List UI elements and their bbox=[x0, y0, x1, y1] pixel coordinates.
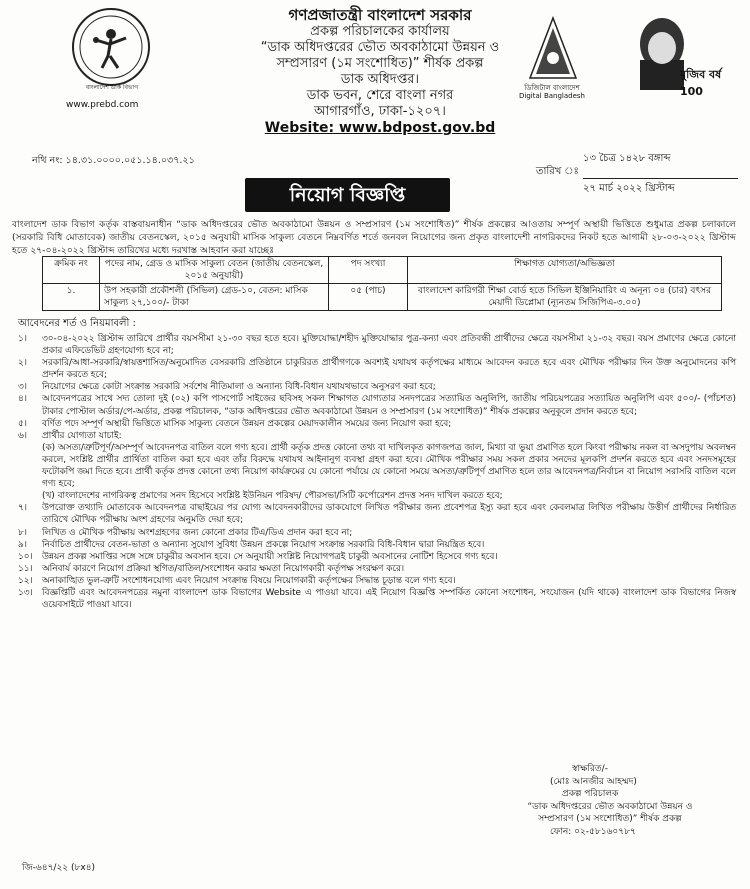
office-name: প্রকল্প পরিচালকের কার্যালয় bbox=[310, 24, 450, 39]
website-link[interactable]: Website: www.bdpost.gov.bd bbox=[264, 120, 496, 136]
item-number: ১১। bbox=[18, 563, 33, 574]
col-qualification: শিক্ষাগত যোগ্যতা/অভিজ্ঞতা bbox=[408, 257, 722, 284]
item-number: ৬। bbox=[18, 430, 27, 441]
address-line-1: ডাক ভবন, শেরে বাংলা নগর bbox=[306, 88, 454, 103]
intro-paragraph: বাংলাদেশ ডাক বিভাগ কর্তৃক বাস্তবায়নাধীন “ডাক অধিদপ্তরের ভৌত অবকাঠামো উন্নয়ন ও সম্প্রসারণ (১ম সংশোধিত)” শীর্ষক প্রকল্পের আওতায় সম্পূর্ণ অস্থায়ী ভিত্তিতে শুধুমাত্র প্রকল্প চলাকালে (সরকারি বিধি মোতাবেক) জাতীয় বেতনস্কেল, ২০১৫ অনুযায়ী মাসিক সাকুল্য বেতনে নিম্নবর্ণিত শর্তে জনবল নিয়োগের জন্য প্রকৃত বাংলাদেশী নাগরিকদের নিকট হতে আগামী ২৮-০৩-২০২২ খ্রিস্টাব্দ হতে ২৭-০৪-২০২২ খ্রিস্টাব্দ তারিখের মধ্যে দরখাস্ত আহবান করা যাচ্ছেঃ bbox=[12, 219, 736, 256]
signature-block bbox=[480, 763, 740, 838]
project-line-2: সম্প্রসারণ (১ম সংশোধিত)” শীর্ষক প্রকল্প bbox=[276, 56, 484, 71]
signed-label: স্বাক্ষরিত/- bbox=[572, 764, 608, 774]
watermark-site: www.prebd.com bbox=[66, 100, 139, 110]
date-english: ২৭ মার্চ ২০২২ খ্রিস্টাব্দ bbox=[583, 178, 738, 198]
letterhead bbox=[0, 0, 750, 140]
sub-condition-ka: (ক) অসত্য/ত্রুটিপূর্ণ/অসম্পূর্ণ আবেদনপত্র বাতিল বলে গণ্য হবে। প্রার্থী কর্তৃক প্রদত্ত কোনো তথ্য বা দাখিলকৃত কাগজপত্র জাল, মিথ্যা বা ভুয়া প্রমাণিত হলে কিংবা পরীক্ষায় নকল বা অসদুপায় অবলম্বন করলে, সংশ্লিষ্ট প্রার্থীর প্রার্থিতা বাতিল করা হবে এবং তাঁর বিরুদ্ধে যথাযথ আইনানুগ ব্যবস্থা গ্রহণ করা হবে। মৌখিক পরীক্ষার সময় সকল প্রকার সনদের মূলকপি প্রদর্শন করতে হবে এবং সনদসমূহের ফটোকপি জমা দিতে হবে। প্রার্থী কর্তৃক প্রদত্ত কোনো তথ্য নিয়োগ কার্যক্রমের যে কোনো পর্যায়ে যে কোনো সময়ে অসত্য/ত্রুটিপূর্ণ প্রমাণিত হলে তার আবেদনপত্র/নির্বাচন বা নিয়োগ সরাসরি বাতিল বলে গণ্য হবে; bbox=[42, 442, 736, 490]
mujib-borsho-logo-icon bbox=[622, 10, 732, 96]
digital-bangladesh-caption bbox=[512, 84, 592, 100]
item-text: অনাকাঙ্খিত ভুল-ত্রুটি সংশোধনযোগ্য এবং নিয়োগ সংক্রান্ত বিষয়ে নিয়োগকারী কর্তৃপক্ষের সিদ্ধান্ত চূড়ান্ত বলে গণ্য হবে। bbox=[42, 575, 456, 586]
list-item bbox=[18, 502, 736, 526]
cell-post: উপ সহকারী প্রকৌশলী (সিভিল) গ্রেড-১০, বেতন: মাসিক সাকুল্য ২৭,১০০/- টাকা bbox=[100, 284, 329, 311]
cell-qualification: বাংলাদেশ কারিগরী শিক্ষা বোর্ড হতে সিভিল ইঞ্জিনিয়ারিং এ অনূন্য ০৪ (চার) বৎসর মেয়াদী ডিপ্লোমা (ন্যূনতম সিজিপিএ-৩.০০) bbox=[408, 284, 722, 311]
list-item bbox=[18, 393, 736, 417]
sub-condition-kha: (খ) বাংলাদেশের নাগরিকত্ব প্রমাণের সনদ হিসেবে সংশ্লিষ্ট ইউনিয়ন পরিষদ/ পৌরসভা/সিটি কর্পোরেশন প্রদত্ত সনদ দাখিল করতে হবে; bbox=[42, 491, 503, 502]
project-line-1: “ডাক অধিদপ্তরের ভৌত অবকাঠামো উন্নয়ন ও bbox=[260, 40, 500, 55]
logo-caption: বাংলাদেশ ডাক বিভাগ bbox=[85, 84, 139, 91]
letterhead-text bbox=[195, 6, 565, 137]
posts-table bbox=[42, 256, 722, 311]
item-number: ৯। bbox=[18, 539, 27, 550]
table-row bbox=[43, 284, 722, 311]
list-item bbox=[18, 587, 736, 611]
item-number: ১০। bbox=[18, 551, 33, 562]
item-text: বিজ্ঞপ্তিটি এবং আবেদনপত্রের নমুনা বাংলাদেশ ডাক বিভাগের Website এ পাওয়া যাবে। এই নিয়োগ বিজ্ঞপ্তি সম্পর্কিত কোনো সংশোধন, সংযোজন (যদি থাকে) বাংলাদেশ ডাক বিভাগের নিজস্ব ওয়েবসাইটে পাওয়া যাবে। bbox=[42, 587, 736, 611]
signatory-phone: ফোন: ০২-৫৮১৬০৭৮৭ bbox=[550, 826, 636, 837]
address-line-2: আগারগাঁও, ঢাকা-১২০৭। bbox=[314, 104, 446, 119]
item-text: প্রার্থীর যোগ্যতা যাচাই: bbox=[42, 430, 122, 441]
mujib-borsho-text: মুজিব বর্ষ 100 bbox=[680, 68, 722, 98]
date-label: তারিখ ঃ bbox=[536, 166, 579, 177]
publication-code: জি-৬৪৭/২২ (৮x৪) bbox=[22, 863, 96, 873]
list-item bbox=[18, 381, 736, 393]
cell-serial: ১. bbox=[43, 284, 100, 311]
item-text: নির্বাচিত প্রার্থীদের বেতন-ভাতা ও অন্যান্য সুযোগ সুবিধা উন্নয়ন প্রকল্পে নিয়োগ সংক্রান্ত সরকারি বিধি-বিধান দ্বারা নিয়ন্ত্রিত হবে। bbox=[42, 539, 485, 550]
signatory-name: (মোঃ আনজীর আহম্মদ) bbox=[550, 776, 637, 787]
item-text: উপরোক্ত তথ্যাদি মোতাবেক আবেদনপত্র বাছাইয়ের পর যোগ্য আবেদনকারীদের ডাকযোগে লিখিত পরীক্ষার জন্য প্রবেশপত্র ইস্যু করা হবে এবং কেবলমাত্র লিখিত পরীক্ষায় উত্তীর্ণ প্রার্থীদের নির্ধারিত তারিখে মৌখিক পরীক্ষায় অংশ গ্রহণের অনুমতি দেয়া হবে; bbox=[42, 503, 736, 526]
list-item bbox=[18, 563, 736, 575]
item-number: ৩। bbox=[18, 382, 27, 393]
digital-caption-bn: ডিজিটাল বাংলাদেশ bbox=[524, 84, 580, 92]
item-text: বর্ণিত পদে সম্পূর্ণ অস্থায়ী ভিত্তিতে মাসিক সাকুল্য বেতনে উন্নয়ন প্রকল্পের মেয়াদকালীন সময়ের জন্য নিয়োগ করা হবে; bbox=[42, 418, 452, 429]
signature-project-line-1: “ডাক অধিদপ্তরের ভৌত অবকাঠামো উন্নয়ন ও bbox=[527, 801, 693, 812]
cell-count: ০৫ (পাচ) bbox=[329, 284, 408, 311]
item-number: ২। bbox=[18, 358, 27, 369]
list-item bbox=[18, 575, 736, 587]
list-item bbox=[18, 551, 736, 563]
item-number: ১৩। bbox=[18, 587, 33, 598]
list-item bbox=[18, 357, 736, 381]
date-bangla: ১৩ চৈত্র ১৪২৮ বঙ্গাব্দ bbox=[583, 153, 671, 164]
item-number: ৭। bbox=[18, 503, 27, 514]
item-text: ৩০-০৪-২০২২ খ্রিস্টাব্দ তারিখে প্রার্থীর বয়সসীমা ২১-৩০ বছর হতে হবে। মুক্তিযোদ্ধা/শহীদ মুক্তিযোদ্ধার পুত্র-কন্যা এবং প্রতিবন্ধী প্রার্থীদের ক্ষেত্রে বয়সসীমা ২১-৩২ বছর। বয়স প্রমাণের ক্ষেত্রে কোনো প্রকার এফিডেভিট গ্রহণযোগ্য হবে না; bbox=[42, 334, 736, 357]
item-number: ৫। bbox=[18, 418, 27, 429]
digital-caption-en: Digital Bangladesh bbox=[519, 92, 585, 100]
list-item bbox=[18, 430, 736, 442]
item-number: ১। bbox=[18, 334, 27, 344]
item-text: নিয়োগের ক্ষেত্রে কোটা সংক্রান্ত সরকারি সর্বশেষ নীতিমালা ও অন্যান্য বিধি-বিধান যথাযথভাবে অনুসরণ করা হবে; bbox=[42, 382, 436, 393]
item-text: আবেদনপত্রের সাথে সদ্য তোলা দুই (০২) কপি পাসপোর্ট সাইজের ছবিসহ সকল শিক্ষাগত যোগ্যতার সনদপত্রের সত্যায়িত অনুলিপি, জাতীয় পরিচয়পত্রের সত্যায়িত অনুলিপি এবং ৫০০/- (পাঁচশত) টাকার পোস্টাল অর্ডার/পে-অর্ডার, প্রকল্প পরিচালক, “ডাক অধিদপ্তরের ভৌত অবকাঠামো উন্নয়ন ও সম্প্রসারণ (১ম সংশোধিত)” শীর্ষক প্রকল্পের অনুকূলে প্রদান করতে হবে; bbox=[42, 394, 736, 417]
col-post: পদের নাম, গ্রেড ও মাসিক সাকুল্য বেতন (জাতীয় বেতনস্কেল, ২০১৫ অনুযায়ী) bbox=[100, 257, 329, 284]
list-item bbox=[18, 418, 736, 430]
item-text: অনিবার্য কারণে নিয়োগ প্রক্রিয়া স্থগিত/বাতিল/সংশোধন করার ক্ষমতা নিয়োগকারী কর্তৃপক্ষ সংরক্ষণ করে। bbox=[42, 563, 405, 574]
list-item bbox=[18, 333, 736, 357]
conditions-list bbox=[18, 333, 736, 611]
postal-logo-icon bbox=[72, 8, 150, 86]
col-count: পদ সংখ্যা bbox=[329, 257, 408, 284]
list-item bbox=[18, 539, 736, 551]
item-text: লিখিত ও মৌখিক পরীক্ষায় অংশগ্রহণের জন্য কোনো প্রকার টিএ/ডিএ প্রদান করা হবে না; bbox=[42, 527, 353, 538]
signature-project-line-2: সম্প্রসারণ (১ম সংশোধিত)” শীর্ষক প্রকল্প bbox=[538, 814, 682, 824]
item-number: ৮। bbox=[18, 527, 27, 538]
conditions-heading: আবেদনের শর্ত ও নিয়মাবলী : bbox=[18, 318, 136, 329]
department-name: ডাক অধিদপ্তর। bbox=[340, 72, 420, 87]
list-item bbox=[18, 527, 736, 539]
col-serial: ক্রমিক নং bbox=[43, 257, 100, 284]
item-text: সরকারি/আধা-সরকারি/স্বায়ত্তশাসিত/অনুমোদিত বেসরকারি প্রতিষ্ঠানে চাকুরিরত প্রার্থীগণকে অবশ্যই যথাযথ কর্তৃপক্ষের মাধ্যমে আবেদন করতে হবে এবং মৌখিক পরীক্ষার দিন উক্ত অনুমোদনের কপি প্রদর্শন করতে হবে; bbox=[42, 358, 736, 381]
signatory-designation: প্রকল্প পরিচালক bbox=[562, 789, 619, 799]
government-name: গণপ্রজাতন্ত্রী বাংলাদেশ সরকার bbox=[288, 6, 472, 24]
item-number: ৪। bbox=[18, 394, 27, 405]
item-number: ১২। bbox=[18, 575, 33, 586]
item-text: উন্নয়ন প্রকল্প সমাপ্তির সঙ্গে সঙ্গে চাকুরীর অবসান হবে। সে অনুযায়ী সংশ্লিষ্ট নিয়োগপত্রই চাকুরী অবসানের নোটিশ হিসেবে গণ্য হবে। bbox=[42, 551, 498, 562]
digital-bangladesh-logo-icon bbox=[518, 14, 588, 94]
memo-number: নথি নং: ১৪.৩১.০০০০.০৫১.১৪.০৩৭.২১ bbox=[32, 155, 195, 166]
notice-title: নিয়োগ বিজ্ঞপ্তি bbox=[245, 178, 450, 212]
